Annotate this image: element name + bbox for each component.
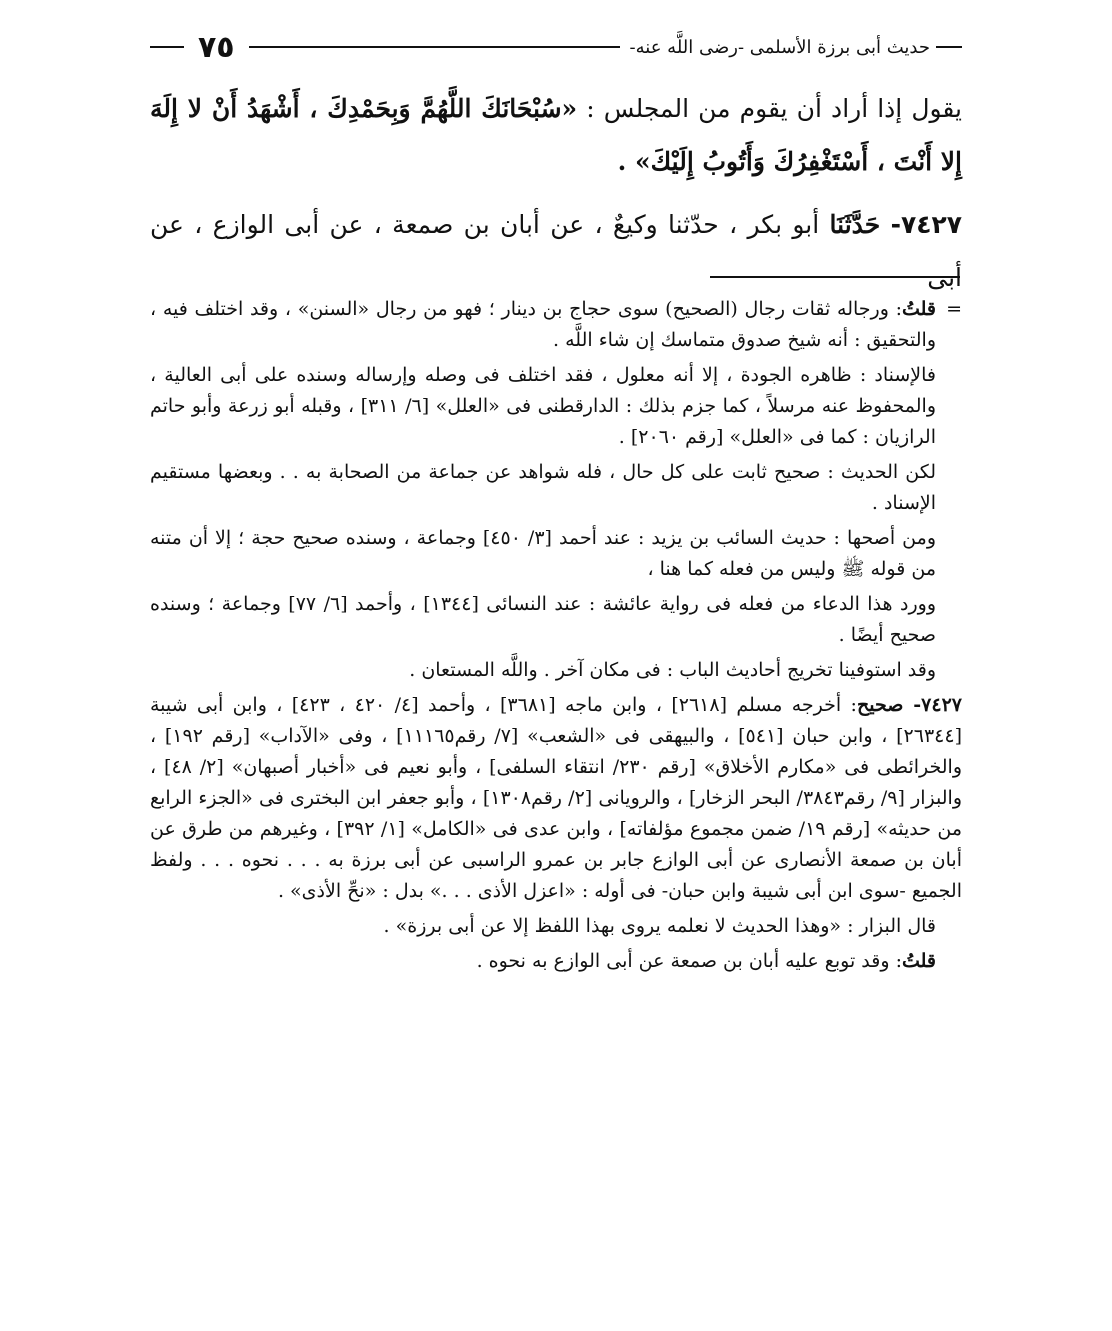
- header-dash-start: [936, 46, 962, 48]
- note-7-label: ٧٤٢٧- صحيح: [856, 694, 962, 716]
- note-7-text: : أخرجه مسلم [٢٦١٨] ، وابن ماجه [٣٦٨١] ، وأحمد [٤/ ٤٢٠ ، ٤٢٣] ، وابن أبى شيبة [٢٦٣٤٤] ، وابن حبان [٥٤١] ، والبيهقى فى «الشعب» [٧/ رقم١١١٦٥] ، وفى «الآداب» [رقم ١٩٢] ، والخرائطى فى «مكارم الأخلاق» [رقم ٢٣٠/ انتقاء السلفى] ، وأبو نعيم فى «أخبار أصبهان» [٢/ ٤٨] ، والبزار [٩/ رقم٣٨٤٣/ البحر الزخار] ، والرويانى [٢/ رقم١٣٠٨] ، وأبو جعفر ابن البخترى فى «الجزء الرابع من حديثه» [رقم ١٩/ ضمن مجموع مؤلفاته] ، وابن عدى فى «الكامل» [١/ ٣٩٢] ، وغيرهم من طرق عن أبان بن صمعة الأنصارى عن أبى الوازع جابر بن عمرو الراسبى عن أبى برزة به . . . نحوه . . . ولفظ الجميع -سوى ابن أبى شيبة وابن حبان- فى أوله : «اعزل الأذى . . .» بدل : «نحِّ الأذى» .: [150, 694, 962, 902]
- header-dash-end: [150, 46, 184, 48]
- main-p2-text: أبو بكر ، حدّثنا وكيعٌ ، عن أبان بن صمعة ، عن أبى الوازع ، عن أبى: [150, 210, 962, 292]
- note-9-label: قلتُ: [901, 950, 936, 972]
- footnotes: [150, 294, 962, 981]
- note-6: وقد استوفينا تخريج أحاديث الباب : فى مكان آخر . واللَّه المستعان .: [409, 659, 936, 681]
- continuation-mark: =: [946, 298, 962, 320]
- page-header: [150, 29, 962, 65]
- note-4: ومن أصحها : حديث السائب بن يزيد : عند أحمد [٣/ ٤٥٠] وجماعة ، وسنده صحيح حجة ؛ إلا أن متنه من قوله ﷺ وليس من فعله كما هنا ،: [150, 527, 936, 580]
- footnote-separator: [710, 276, 960, 278]
- main-paragraph-1: [150, 82, 962, 188]
- main-p1-prefix: يقول إذا أراد أن يقوم من المجلس :: [577, 94, 963, 123]
- note-7: [150, 690, 962, 907]
- haddathana-word: حَدَّثَنَا: [829, 210, 881, 239]
- note-2: فالإسناد : ظاهره الجودة ، إلا أنه معلول ، فقد اختلف فى وصله وإرساله وسنده على أبى العالية ، والمحفوظ عنه مرسلاً ، كما جزم بذلك : الدارقطنى فى «العلل» [٦/ ٣١١] ، وقبله أبو زرعة وأبو حاتم الرازيان : كما فى «العلل» [رقم ٢٠٦٠] .: [150, 364, 936, 448]
- main-text: [150, 82, 962, 304]
- note-8: قال البزار : «وهذا الحديث لا نعلمه يروى بهذا اللفظ إلا عن أبى برزة» .: [383, 915, 936, 937]
- note-5: وورد هذا الدعاء من فعله فى رواية عائشة : عند النسائى [١٣٤٤] ، وأحمد [٦/ ٧٧] وجماعة ؛ وسنده صحيح أيضًا .: [150, 593, 936, 646]
- running-title: حديث أبى برزة الأسلمى -رضى اللَّه عنه-: [629, 36, 930, 58]
- note-9: [150, 946, 962, 977]
- main-p1-quote: «سُبْحَانَكَ اللَّهُمَّ وَبِحَمْدِكَ ، أَشْهَدُ أَنْ لا إِلَهَ إِلا أَنْتَ ، أَسْتَغْفِرُكَ وَأَتُوبُ إِلَيْكَ» .: [150, 94, 962, 176]
- hadith-number: ٧٤٢٧-: [890, 210, 963, 239]
- main-paragraph-2: [150, 198, 962, 304]
- note-1: [150, 294, 962, 356]
- note-9-text: : وقد توبع عليه أبان بن صمعة عن أبى الوازع به نحوه .: [476, 950, 902, 972]
- page-number: ٧٥: [198, 29, 235, 65]
- note-1-label: قلتُ: [901, 298, 936, 320]
- header-rule: [249, 46, 620, 48]
- note-1-text: : ورجاله ثقات رجال (الصحيح) سوى حجاج بن دينار ؛ فهو من رجال «السنن» ، وقد اختلف فيه ، والتحقيق : أنه شيخ صدوق متماسك إن شاء اللَّه .: [150, 298, 936, 351]
- note-3: لكن الحديث : صحيح ثابت على كل حال ، فله شواهد عن جماعة من الصحابة به . . وبعضها مستقيم الإسناد .: [150, 461, 936, 514]
